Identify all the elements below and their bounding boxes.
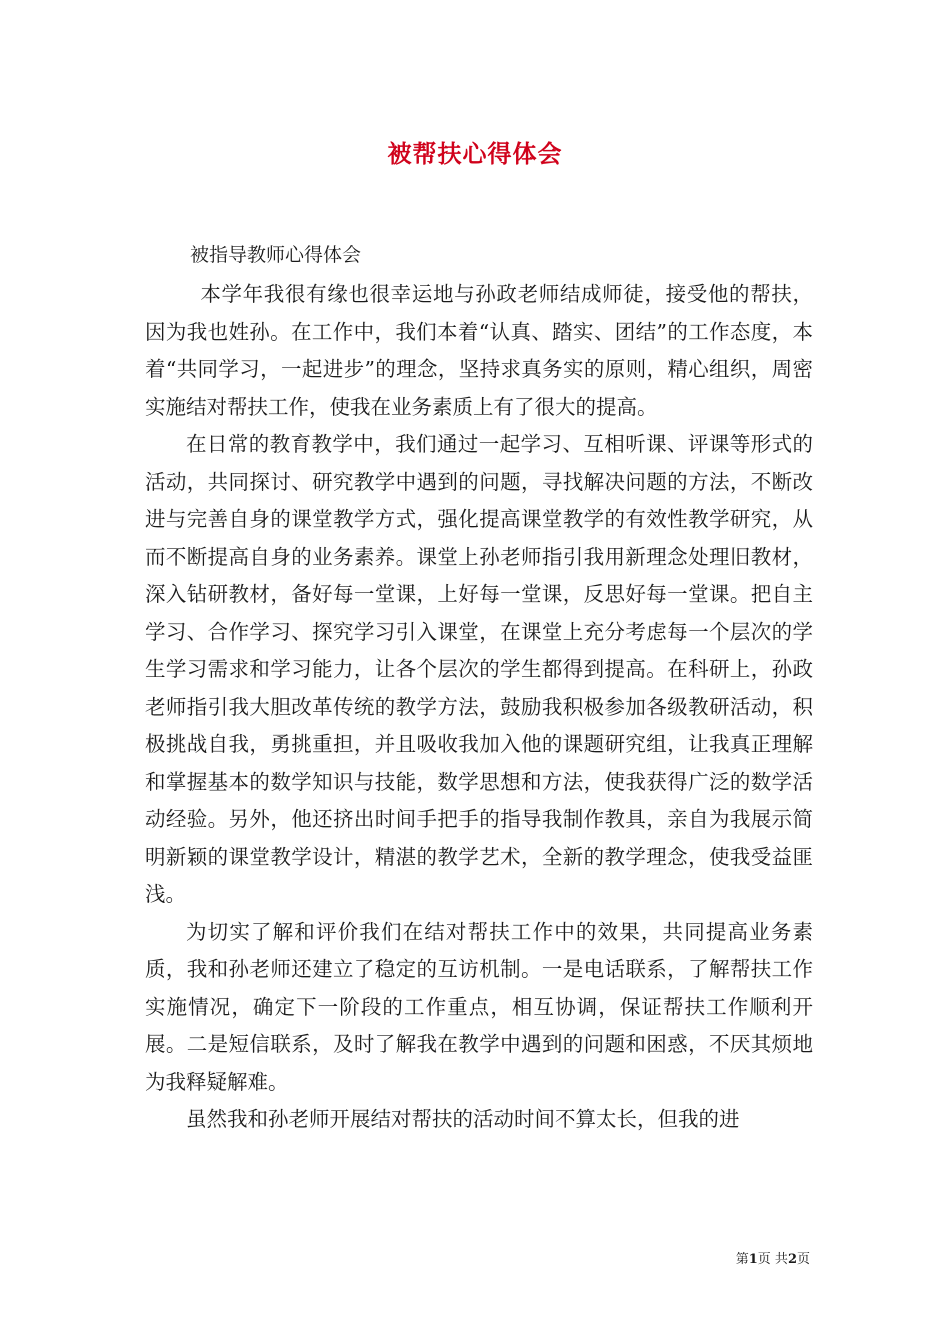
paragraph-2: 在日常的教育教学中，我们通过一起学习、互相听课、评课等形式的活动，共同探讨、研究教学中遇到的问题，寻找解决问题的方法，不断改进与完善自身的课堂教学方式，强化提高课堂教学的有效性教学研究，从而不断提高自身的业务素养。课堂上孙老师指引我用新理念处理旧教材，深入钻研教材，备好每一堂课，上好每一堂课，反思好每一堂课。把自主学习、合作学习、探究学习引入课堂，在课堂上充分考虑每一个层次的学生学习需求和学习能力，让各个层次的学生都得到提高。在科研上，孙政老师指引我大胆改革传统的教学方法，鼓励我积极参加各级教研活动，积极挑战自我，勇挑重担，并且吸收我加入他的课题研究组，让我真正理解和掌握基本的数学知识与技能，数学思想和方法，使我获得广泛的数学活动经验。另外，他还挤出时间手把手的指导我制作教具，亲自为我展示简明新颖的课堂教学设计，精湛的教学艺术，全新的教学理念，使我受益匪浅。 <box>145 432 813 906</box>
document-body <box>145 276 813 1139</box>
footer-total-pages: 2 <box>787 1252 797 1267</box>
page-number-footer <box>700 1248 810 1267</box>
paragraph-1: 本学年我很有缘也很幸运地与孙政老师结成师徒，接受他的帮扶，因为我也姓孙。在工作中，我们本着“认真、踏实、团结”的工作态度，本着“共同学习，一起进步”的理念，坚持求真务实的原则，精心组织，周密实施结对帮扶工作，使我在业务素质上有了很大的提高。 <box>145 282 813 419</box>
footer-middle: 页 共 <box>757 1252 788 1267</box>
footer-suffix: 页 <box>796 1252 810 1267</box>
footer-current-page: 1 <box>748 1252 758 1267</box>
footer-prefix: 第 <box>735 1252 749 1267</box>
document-title: 被帮扶心得体会 <box>387 139 563 168</box>
document-subtitle: 被指导教师心得体会 <box>190 244 362 266</box>
paragraph-3: 为切实了解和评价我们在结对帮扶工作中的效果，共同提高业务素质，我和孙老师还建立了稳定的互访机制。一是电话联系，了解帮扶工作实施情况，确定下一阶段的工作重点，相互协调，保证帮扶工作顺利开展。二是短信联系，及时了解我在教学中遇到的问题和困惑，不厌其烦地为我释疑解难。 <box>145 919 813 1094</box>
paragraph-4: 虽然我和孙老师开展结对帮扶的活动时间不算太长，但我的进 <box>186 1107 740 1131</box>
